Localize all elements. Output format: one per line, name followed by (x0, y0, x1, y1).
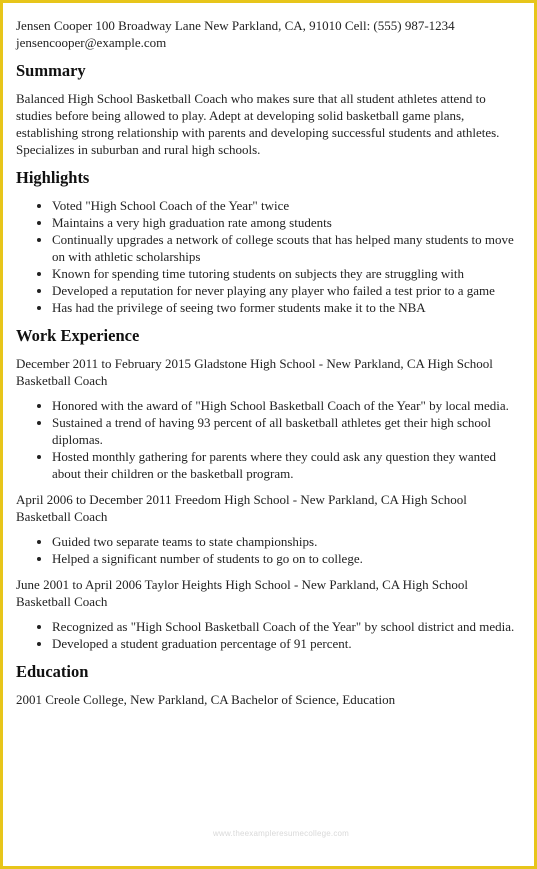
list-item: • Continually upgrades a network of college scouts that has helped many students to move on with athletic scholarships (52, 231, 522, 265)
list-item: • Helped a significant number of students to go on to college. (52, 550, 522, 567)
summary-text: Balanced High School Basketball Coach who makes sure that all student athletes attend to studies before being allowed to play. Adept at developing solid basketball game plans, establishing strong relationship with parents and developing successful students and athletes. Specializes in suburban and rural high schools. (16, 91, 500, 157)
list-item: • Known for spending time tutoring students on subjects they are struggling with (52, 265, 522, 282)
education-heading: Education (16, 662, 89, 681)
list-item: • Voted "High School Coach of the Year" twice (52, 197, 522, 214)
list-item: • Has had the privilege of seeing two former students make it to the NBA (52, 299, 522, 316)
summary-heading: Summary (16, 61, 86, 80)
list-item: • Maintains a very high graduation rate among students (52, 214, 522, 231)
list-item: • Sustained a trend of having 93 percent of all basketball athletes get their high school diplomas. (52, 414, 522, 448)
watermark: www.theexampleresumecollege.com (213, 829, 350, 838)
highlights-list (16, 197, 522, 316)
list-item: • Recognized as "High School Basketball Coach of the Year" by school district and media. (52, 618, 522, 635)
list-item: • Developed a student graduation percentage of 91 percent. (52, 635, 522, 652)
work-experience-heading: Work Experience (16, 326, 140, 345)
job-bullets (16, 618, 522, 652)
contact-line: Jensen Cooper 100 Broadway Lane New Parkland, CA, 91010 Cell: (555) 987-1234 jensencooper@example.com (16, 18, 455, 50)
list-item: • Developed a reputation for never playing any player who failed a test prior to a game (52, 282, 522, 299)
job-header: April 2006 to December 2011 Freedom High School - New Parkland, CA High School Basketball Coach (16, 492, 467, 524)
education-text: 2001 Creole College, New Parkland, CA Bachelor of Science, Education (16, 692, 396, 707)
list-item: • Hosted monthly gathering for parents where they could ask any question they wanted about their children or the basketball program. (52, 448, 522, 482)
job-bullets (16, 397, 522, 482)
job-header: June 2001 to April 2006 Taylor Heights High School - New Parkland, CA High School Basketball Coach (16, 577, 469, 609)
job-header: December 2011 to February 2015 Gladstone High School - New Parkland, CA High School Basketball Coach (16, 356, 493, 388)
list-item: • Honored with the award of "High School Basketball Coach of the Year" by local media. (52, 397, 522, 414)
list-item: • Guided two separate teams to state championships. (52, 533, 522, 550)
resume-content (3, 3, 534, 708)
job-bullets (16, 533, 522, 567)
highlights-heading: Highlights (16, 168, 90, 187)
